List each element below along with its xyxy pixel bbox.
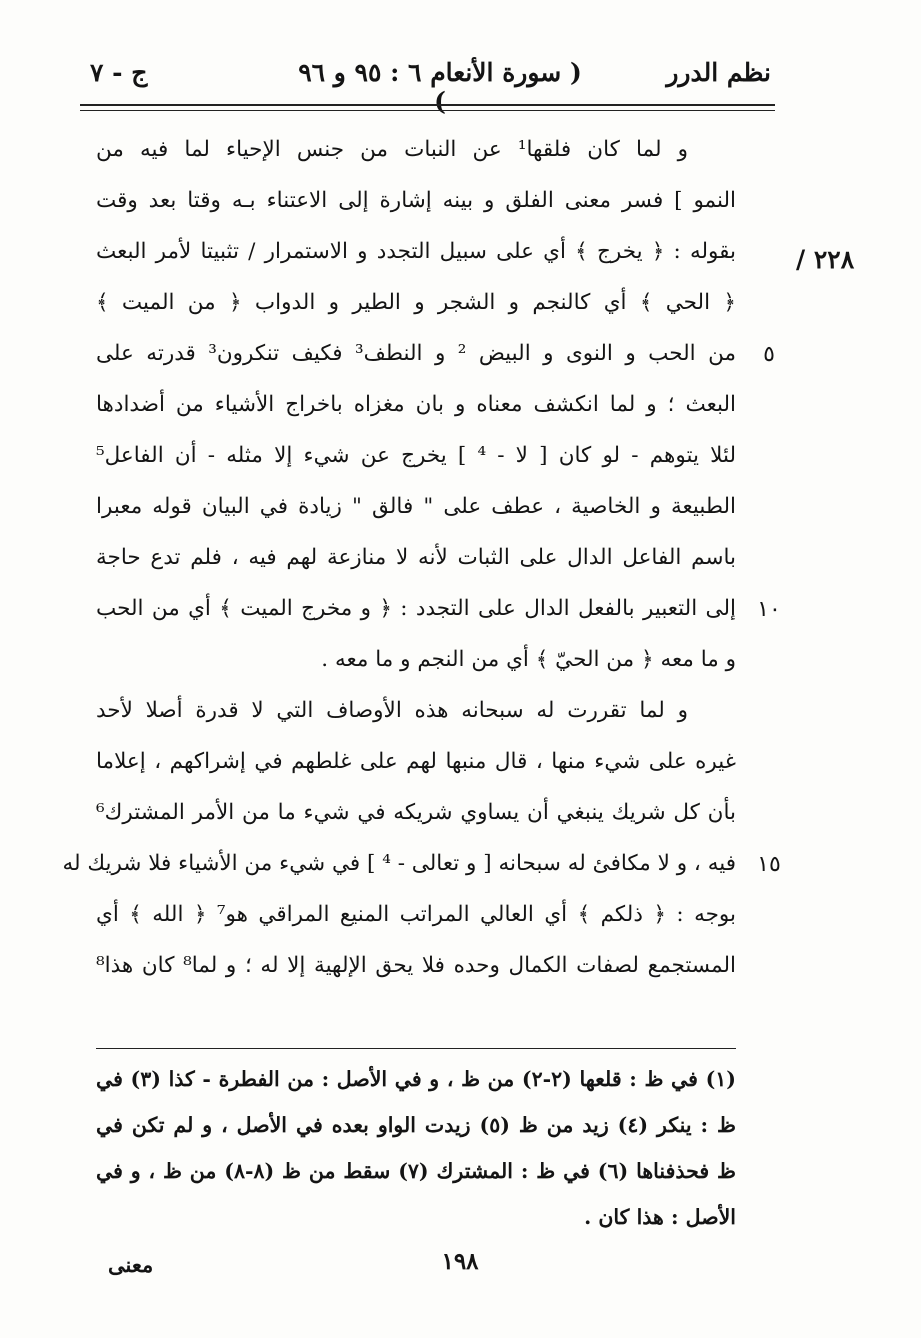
page-number: ١٩٨: [441, 1248, 479, 1275]
text-line: و لما كان فلقها¹ عن النبات من جنس الإحياء لما فيه من: [96, 137, 688, 162]
text-line: بقوله : ﴿ يخرج ﴾ أي على سبيل التجدد و الاستمرار / تثبيتا لأمر البعث: [96, 239, 736, 264]
text-line: غيره على شيء منها ، قال منبها لهم على غلطهم في إشراكهم ، إعلاما: [96, 749, 736, 774]
text-line: و لما تقررت له سبحانه هذه الأوصاف التي لا قدرة أصلا لأحد: [96, 698, 688, 723]
book-title: نظم الدرر: [666, 58, 771, 87]
text-line: المستجمع لصفات الكمال وحده فلا يحق الإلهية إلا له ؛ و لما⁸ كان هذا⁸: [96, 953, 737, 978]
line-number-15: ١٥: [757, 852, 781, 877]
catchword: معنى: [108, 1252, 154, 1277]
text-line: بأن كل شريك ينبغي أن يساوي شريكه في شيء ما من الأمر المشترك⁶: [96, 800, 736, 825]
text-line: و ما معه ﴿ من الحيّ ﴾ أي من النجم و ما معه .: [321, 647, 736, 672]
line-number-5: ٥: [763, 342, 775, 367]
text-line: لئلا يتوهم - لو كان [ لا - ⁴ ] يخرج عن شيء إلا مثله - أن الفاعل⁵: [96, 443, 736, 468]
text-line: البعث ؛ و لما انكشف معناه و بان مغزاه باخراج الأشياء من أضدادها: [96, 392, 736, 417]
running-header: [80, 58, 771, 116]
footnote-line: الأصل : هذا كان .: [584, 1205, 736, 1229]
main-text: [62, 124, 737, 991]
footnote-line: ظ : ينكر (٤) زيد من ظ (٥) زيدت الواو بعده في الأصل ، و لم تكن في: [96, 1113, 736, 1137]
text-line: إلى التعبير بالفعل الدال على التجدد : ﴿ و مخرج الميت ﴾ أي من الحب: [96, 596, 736, 621]
margin-folio-reference: ٢٢٨ /: [796, 245, 855, 274]
footnotes: [96, 1056, 736, 1240]
footnote-rule: [96, 1048, 736, 1049]
line-number-10: ١٠: [757, 597, 781, 622]
text-line: النمو ] فسر معنى الفلق و بينه إشارة إلى الاعتناء بـه وقتا بعد وقت: [96, 188, 736, 213]
header-rule: [80, 104, 775, 106]
footnote-line: ظ فحذفناها (٦) في ظ : المشترك (٧) سقط من ظ (٨-٨) من ظ ، و في: [96, 1159, 736, 1183]
text-line: ﴿ الحي ﴾ أي كالنجم و الشجر و الطير و الدواب ﴿ من الميت ﴾: [96, 290, 736, 315]
text-line: باسم الفاعل الدال على الثبات لأنه لا منازعة لهم فيه ، فلم تدع حاجة: [96, 545, 736, 570]
text-line: فيه ، و لا مكافئ له سبحانه [ و تعالى - ⁴ ] في شيء من الأشياء فلا شريك له: [62, 851, 736, 876]
text-line: الطبيعة و الخاصية ، عطف على " فالق " زيادة في البيان قوله معبرا: [96, 494, 736, 519]
text-line: بوجه : ﴿ ذلكم ﴾ أي العالي المراتب المنيع المراقي هو⁷ ﴿ الله ﴾ أي: [96, 902, 736, 927]
volume-number: ج - ٧: [90, 58, 148, 87]
surah-reference: ( سورة الأنعام ٦ : ٩٥ و ٩٦ ): [298, 58, 582, 116]
header-rule-inner: [80, 110, 775, 111]
text-line: من الحب و النوى و البيض ² و النطف³ فكيف تنكرون³ قدرته على: [96, 341, 736, 366]
footnote-line: (١) في ظ : قلعها (٢-٢) من ظ ، و في الأصل : من الفطرة - كذا (٣) في: [96, 1067, 736, 1091]
